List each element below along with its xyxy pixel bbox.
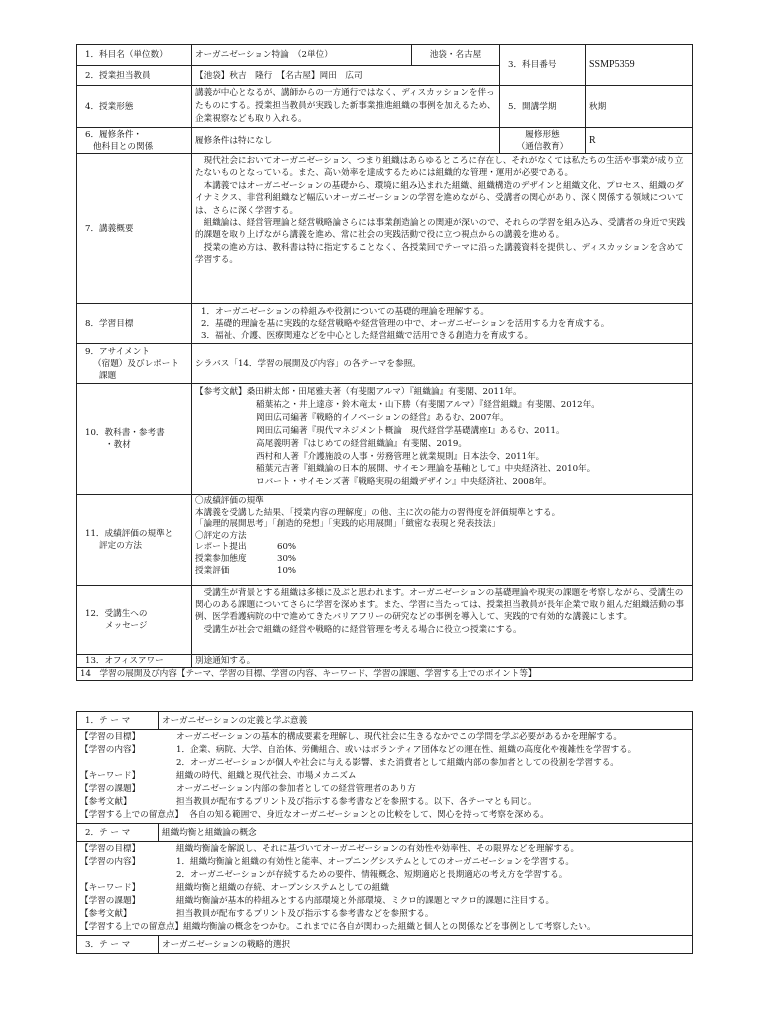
reference-item: 【参考文献】桑田耕太郎・田尾雅夫著（有斐閣アルマ）『組織論』有斐閣、2011年。 [195,387,522,397]
subject-label: 1．科目名（単位数） [77,45,192,66]
textbooks-label [77,384,192,495]
code-value: SSMP5359 [586,45,693,86]
reference-item: 西村和人著『介護施設の人事・労務管理と就業規則』日本法令、2011年。 [256,451,545,462]
theme-detail-row [80,731,689,744]
grading-item-weight: 30% [277,553,297,564]
theme-detail-row [80,921,689,934]
assignment-label-line2: （宿題）及びレポート [93,358,179,369]
grading-item-name: 授業参加態度 [195,553,247,564]
reference-item: 稲葉元吉著『組織論の日本的展開、サイモン理論を基軸として』中央経済社、2010年。 [256,464,596,475]
detail-key: 【キーワード】 [80,771,141,781]
reference-item: 高尾義明著『はじめての経営組織論』有斐閣、2019。 [256,438,467,449]
assignment-label [77,344,192,384]
reference-item: 岡田広司編著『現代マネジメント概論 現代経営学基礎講座Ⅰ』あるむ、2011。 [256,425,565,436]
mode-label-line2: （通信教育） [516,141,569,152]
format-label: 4．授業形態 [77,86,192,128]
detail-value: 担当教員が配布するプリント及び指示する参考書などを参照する。以下、各テーマとも同じ。 [176,797,537,807]
detail-key: 【学習の内容】 [80,745,141,755]
theme-detail-row [80,895,689,908]
overview-paragraph: 本講義ではオーガニゼーションの基礎から、環境に組み込まれた組織、組織構造のデザインと組織文化、プロセス、組織のダイナミクス、非営利組織など幅広いオーガニゼーションの学習を進めながら、受講者の関心があり、深く関係する領域については、さらに深く学習する。 [195,180,684,216]
detail-key: 【学習の課題】 [80,896,141,906]
message-label-line2: メッセージ [105,621,148,631]
detail-key: 【学習する上での留意点】 [80,922,184,932]
textbooks-list [192,384,693,495]
themes-table [76,711,693,954]
detail-key: 【学習の課題】 [80,784,141,794]
section14-heading: 14 学習の展開及び内容【テーマ、学習の目標、学習の内容、キーワード、学習の課題、学習する上でのポイント等】 [77,668,693,681]
detail-value: 組織均衡と組織の存続、オープンシステムとしての組織 [176,883,389,893]
detail-value: 2．オーガニゼーションが存続するための要件、情報概念、短期適応と長期適応の考え方を学習する。 [176,870,568,880]
theme-detail-row [80,757,689,770]
assignment-label-line1: 9．アサイメント [85,346,150,357]
detail-value: 組織均衡論の概念をつかむ。これまでに各自が関わった組織と個人との関係などを事例として考察したい。 [183,922,596,932]
overview-paragraph: 現代社会においてオーガニゼーション、つまり組織はあらゆるところに存在し、それがなくては私たちの生活や事業が成り立たないものとなっている。また、高い効率を達成するためには組織的な管理・運用が必要である。 [195,156,684,179]
detail-key: 【キーワード】 [80,883,141,893]
condition-label [77,128,192,154]
semester-value: 秋期 [586,86,693,128]
textbooks-label-line1: 10．教科書・参考書 [85,428,165,438]
code-label: 3．科目番号 [500,45,586,86]
detail-value: 組織均衡論を解説し、それに基づいてオーガニゼーションの有効性や効率性、その限界などを理解する。 [176,844,580,854]
grading-abilities: 「論理的展開思考」「創造的発想」「実践的応用展開」「緻密な表現と発表技法」 [195,519,501,530]
textbooks-label-line2: ・教材 [105,440,131,450]
detail-value: 1．企業、病院、大学、自治体、労働組合、或いはボランティア団体などの運在性、組織の高度化や複雑性を学習する。 [176,745,637,755]
detail-key: 【学習の内容】 [80,857,141,867]
grading-item-weight: 60% [277,542,297,553]
theme-title: オーガニゼーションの定義と学ぶ意義 [159,712,693,730]
message-label-line1: 12．受講生への [85,609,148,619]
reference-item: 岡田広司編著『戦略的イノベーションの経営』あるむ、2007年。 [256,412,509,423]
grading-label-line2: 評定の方法 [99,541,142,551]
message-label [77,586,192,655]
detail-key: 【学習の目標】 [80,844,141,854]
theme-detail-row [80,770,689,783]
goals-label: 8．学習目標 [77,304,192,344]
overview-paragraph: 授業の進め方は、教科書は特に指定することなく、各授業回でテーマに沿った講義資料を提供し、ディスカッションを含めて学習する。 [195,242,684,266]
assignment-label-line3: 課題 [99,370,117,381]
goal-item: 3．福祉、介護、医療関連などを中心とした経営組織で活用できる創造力を育成する。 [201,330,534,341]
mode-label-line1: 履修形態 [525,129,560,140]
overview-label: 7．講義概要 [77,154,192,304]
detail-value: 組織の時代、組織と現代社会、市場メカニズム [176,771,357,781]
teacher-value: 【池袋】秋吉 隆行 【名古屋】岡田 広司 [192,66,500,86]
condition-label-line1: 6．履修条件・ [85,129,143,140]
message-paragraph: 受講生が社会で組織の経営や戦略的に経営管理を考える場合に役立つ授業にする。 [203,624,522,635]
grading-item-name: 授業評価 [195,565,230,576]
condition-value: 履修条件は特になし [192,128,500,154]
grading-item-name: レポート提出 [195,542,247,553]
detail-value: 各自の知る範囲で、身近なオーガニゼーションとの比較をして、関心を持って考察を深める。 [189,810,549,820]
detail-key: 【学習の目標】 [80,732,141,742]
theme-number: 1．テ ー マ [77,712,159,730]
theme-title: 組織均衡と組織論の概念 [159,824,693,842]
campus-value: 池袋・名古屋 [412,45,500,66]
grading-label-line1: 11．成績評価の規準と [85,529,174,539]
detail-value: 担当教員が配布するプリント及び指示する参考書などを参照する。 [176,909,434,919]
grading-item-weight: 10% [277,565,297,576]
grading-label [77,495,192,586]
theme-detail-row [80,908,689,921]
grading-criteria-text: 本講義を受講した結果、「授業内容の理解度」の他、主に次の能力の習得度を評価規準とする。 [195,507,561,518]
theme-detail-row [80,856,689,869]
office-hours-value: 別途通知する。 [192,655,693,668]
mode-value: R [586,128,693,154]
detail-key: 【参考文献】 [80,797,132,807]
grading-content [192,495,693,586]
theme-detail-row [80,843,689,856]
semester-label: 5．開講学期 [500,86,586,128]
reference-item: 稲葉祐之・井上達彦・鈴木竜太・山下勝（有斐閣アルマ）『経営組織』有斐閣、2012年。 [256,399,600,410]
goal-item: 1．オーガニゼーションの枠組みや役割についての基礎的理論を理解する。 [201,306,490,317]
detail-value: 組織均衡論が基本的枠組みとする内部環境と外部環境、ミクロ的課題とマクロ的課題に注目する。 [176,896,555,906]
office-hours-label: 13．オフィスアワー [77,655,192,668]
goal-item: 2．基礎的理論を基に実践的な経営戦略や経営管理の中で、オーガニゼーションを活用する力を育成する。 [201,318,610,329]
assignment-value: シラバス「14．学習の展開及び内容」の各テーマを参照。 [192,344,693,384]
goals-list [192,304,693,344]
message-paragraph: 受講生が背景とする組織は多様に及ぶと思われます。オーガニゼーションの基礎理論や現実の課題を考察しながら、受講生の関心のある課題についてさらに学習を深めます。また、学習に当たっては、授業担当教員が長年企業で取り組んだ組織活動の事例、医学看護病院の中で進めてきたバリアフリーの研究などの事例を導入して、実践的で有効的な講義にします。 [195,588,684,623]
grading-heading-method: 〇評定の方法 [195,530,247,541]
detail-value: 1．組織均衡論と組織の有効性と能率、オープニングシステムとしてのオーガニゼーションを学習する。 [176,857,575,867]
detail-key: 【参考文献】 [80,909,132,919]
overview-paragraph: 組織論は、経営管理論と経営戦略論さらには事業創造論との関連が深いので、それらの学習を組み込み、受講者の身近で実践的課題を取り上げながら講義を進め、常に社会の実践活動で役に立つ視点からの講義を進める。 [195,218,686,241]
theme-details [77,730,693,824]
message-text [192,586,693,655]
detail-value: オーガニゼーション内部の参加者としての経営管理者のあり方 [176,784,416,794]
grading-row [195,554,689,566]
theme-number: 2．テ ー マ [77,824,159,842]
overview-text [192,154,693,304]
theme-title: オーガニゼーションの戦略的選択 [159,936,693,954]
detail-value: オーガニゼーションの基本的構成要素を理解し、現代社会に生きるなかでこの学問を学ぶ必要があるかを理解する。 [176,732,623,742]
theme-detail-row [80,809,689,822]
subject-value: オーガニゼーション特論 （2単位） [192,45,412,66]
theme-detail-row [80,796,689,809]
condition-label-line2: 他科目との関係 [93,141,154,152]
grading-row [195,542,689,554]
theme-detail-row [80,869,689,882]
theme-detail-row [80,882,689,895]
theme-number: 3．テ ー マ [77,936,159,954]
reference-item: ロバート・サイモンズ著『戦略実現の組織デザイン』中央経済社、2008年。 [256,477,552,488]
detail-value: 2．オーガニゼーションが個人や社会に与える影響、また消費者として組織内部の参加者としての役割を学習する。 [176,758,619,768]
grading-heading-criteria: 〇成績評価の規準 [195,496,264,506]
format-value: 講義が中心となるが、講師からの一方通行ではなく、ディスカッションを伴ったものにする。授業担当教員が実践した新事業推進組織の事例を加えるため、企業視察なども取り入れる。 [192,86,500,128]
grading-row [195,566,689,578]
theme-detail-row [80,744,689,757]
teacher-label: 2．授業担当教員 [77,66,192,86]
theme-detail-row [80,783,689,796]
syllabus-table [76,44,693,681]
mode-label [500,128,586,154]
theme-details [77,842,693,936]
detail-key: 【学習する上での留意点】 [80,810,184,820]
